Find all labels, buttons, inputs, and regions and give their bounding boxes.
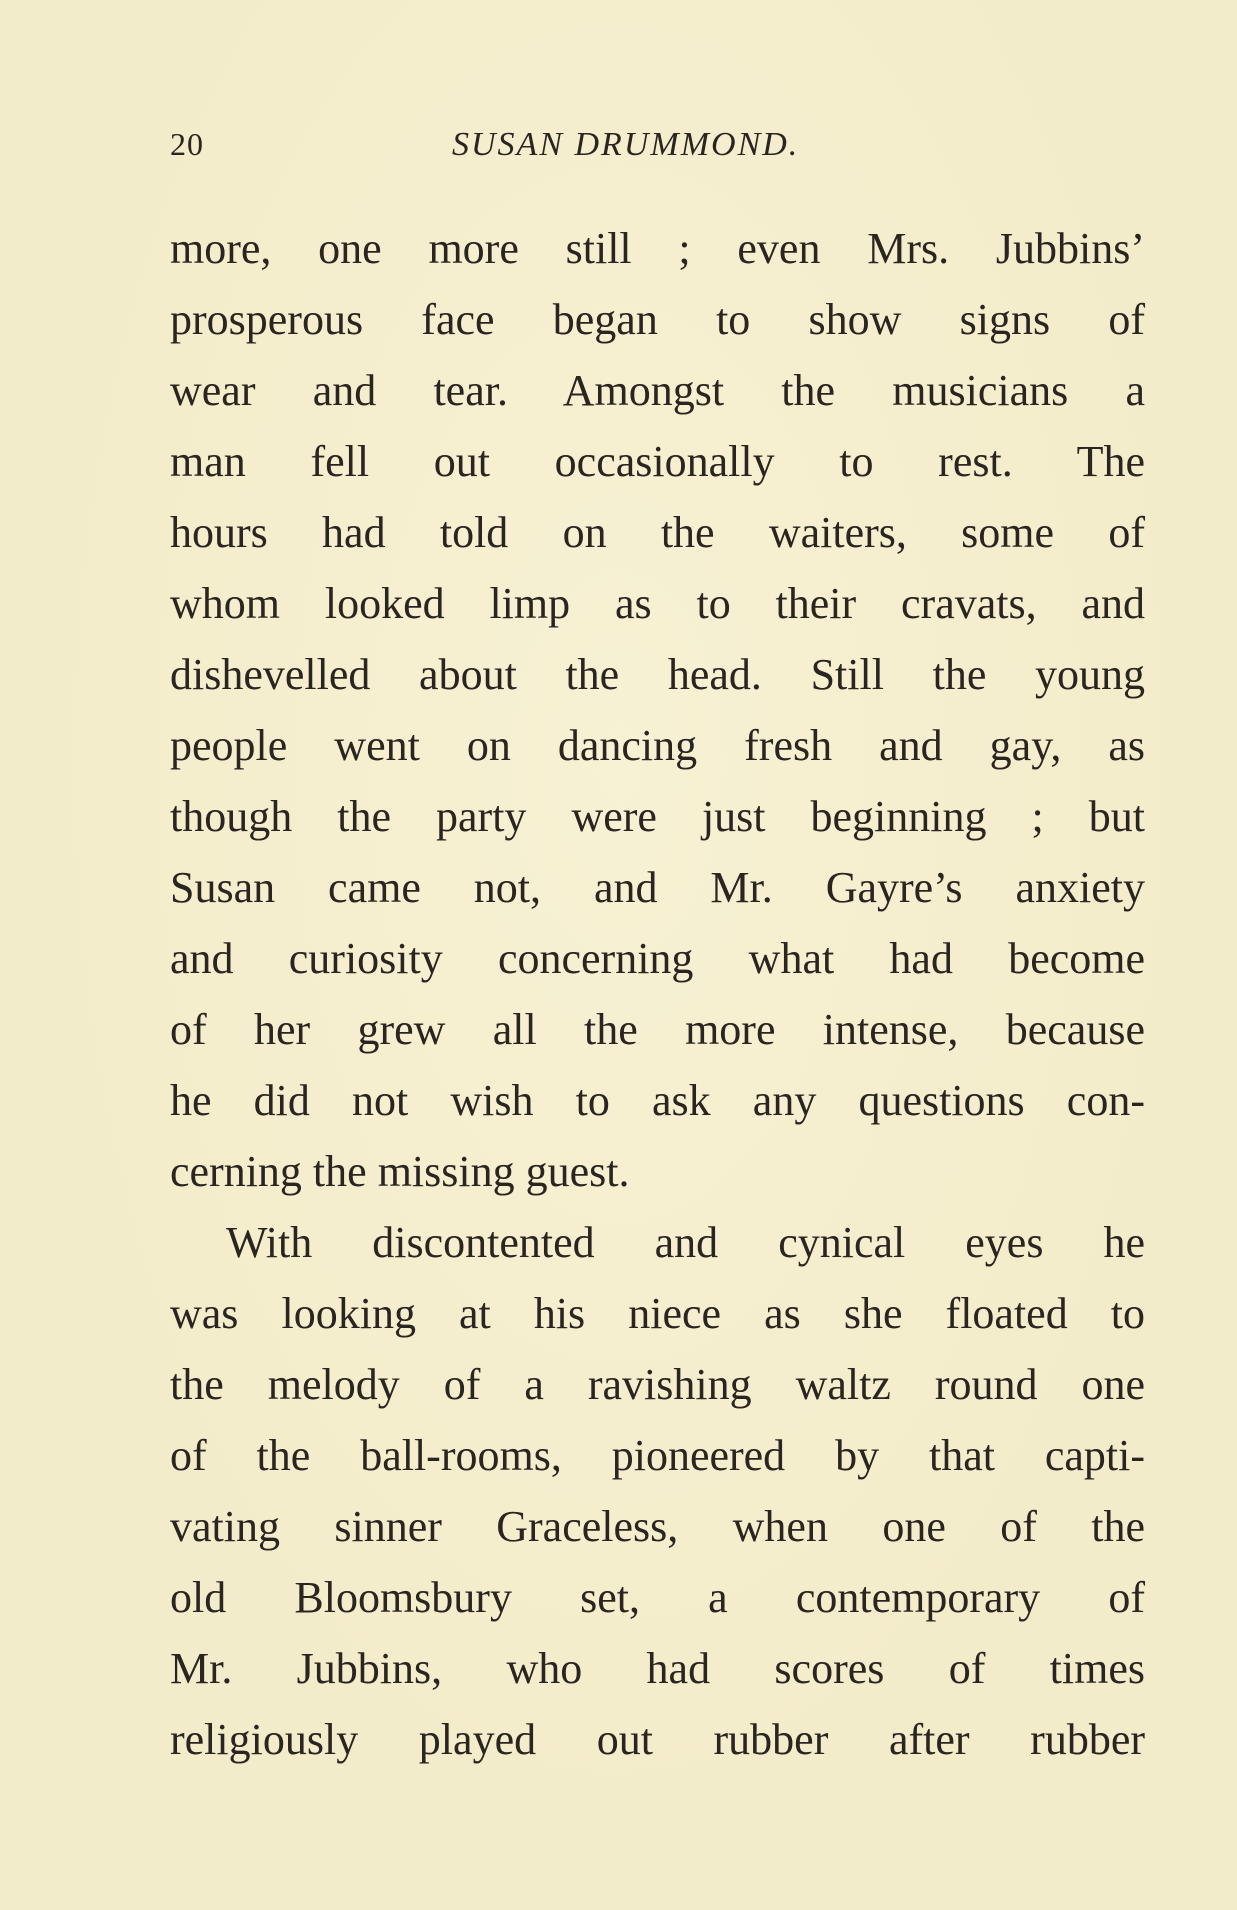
text-line: prosperous face began to show signs of bbox=[170, 295, 1145, 344]
text-line: man fell out occasionally to rest. The bbox=[170, 437, 1145, 486]
text-line: religiously played out rubber after rubber bbox=[170, 1715, 1145, 1764]
text-line: and curiosity concerning what had become bbox=[170, 934, 1145, 983]
running-title: SUSAN DRUMMOND. bbox=[452, 126, 800, 163]
text-line: With discontented and cynical eyes he bbox=[226, 1218, 1145, 1267]
text-line: vating sinner Graceless, when one of the bbox=[170, 1502, 1145, 1551]
body-text bbox=[170, 213, 1145, 1775]
text-line: old Bloomsbury set, a contemporary of bbox=[170, 1573, 1145, 1622]
text-line: the melody of a ravishing waltz round one bbox=[170, 1360, 1145, 1409]
text-line: whom looked limp as to their cravats, and bbox=[170, 579, 1145, 628]
text-line: was looking at his niece as she floated to bbox=[170, 1289, 1145, 1338]
text-line: though the party were just beginning ; but bbox=[170, 792, 1145, 841]
text-line: people went on dancing fresh and gay, as bbox=[170, 721, 1145, 770]
text-line: he did not wish to ask any questions con- bbox=[170, 1076, 1145, 1125]
text-line: more, one more still ; even Mrs. Jubbins’ bbox=[170, 224, 1145, 273]
text-line: Mr. Jubbins, who had scores of times bbox=[170, 1644, 1145, 1693]
text-line: hours had told on the waiters, some of bbox=[170, 508, 1145, 557]
page-number: 20 bbox=[170, 126, 204, 162]
text-line: dishevelled about the head. Still the young bbox=[170, 650, 1145, 699]
page-header bbox=[170, 126, 1145, 172]
text-line: Susan came not, and Mr. Gayre’s anxiety bbox=[170, 863, 1145, 912]
text-line: cerning the missing guest. bbox=[170, 1147, 630, 1196]
text-line: of her grew all the more intense, because bbox=[170, 1005, 1145, 1054]
text-line: wear and tear. Amongst the musicians a bbox=[170, 366, 1145, 415]
text-line: of the ball-rooms, pioneered by that capti- bbox=[170, 1431, 1145, 1480]
